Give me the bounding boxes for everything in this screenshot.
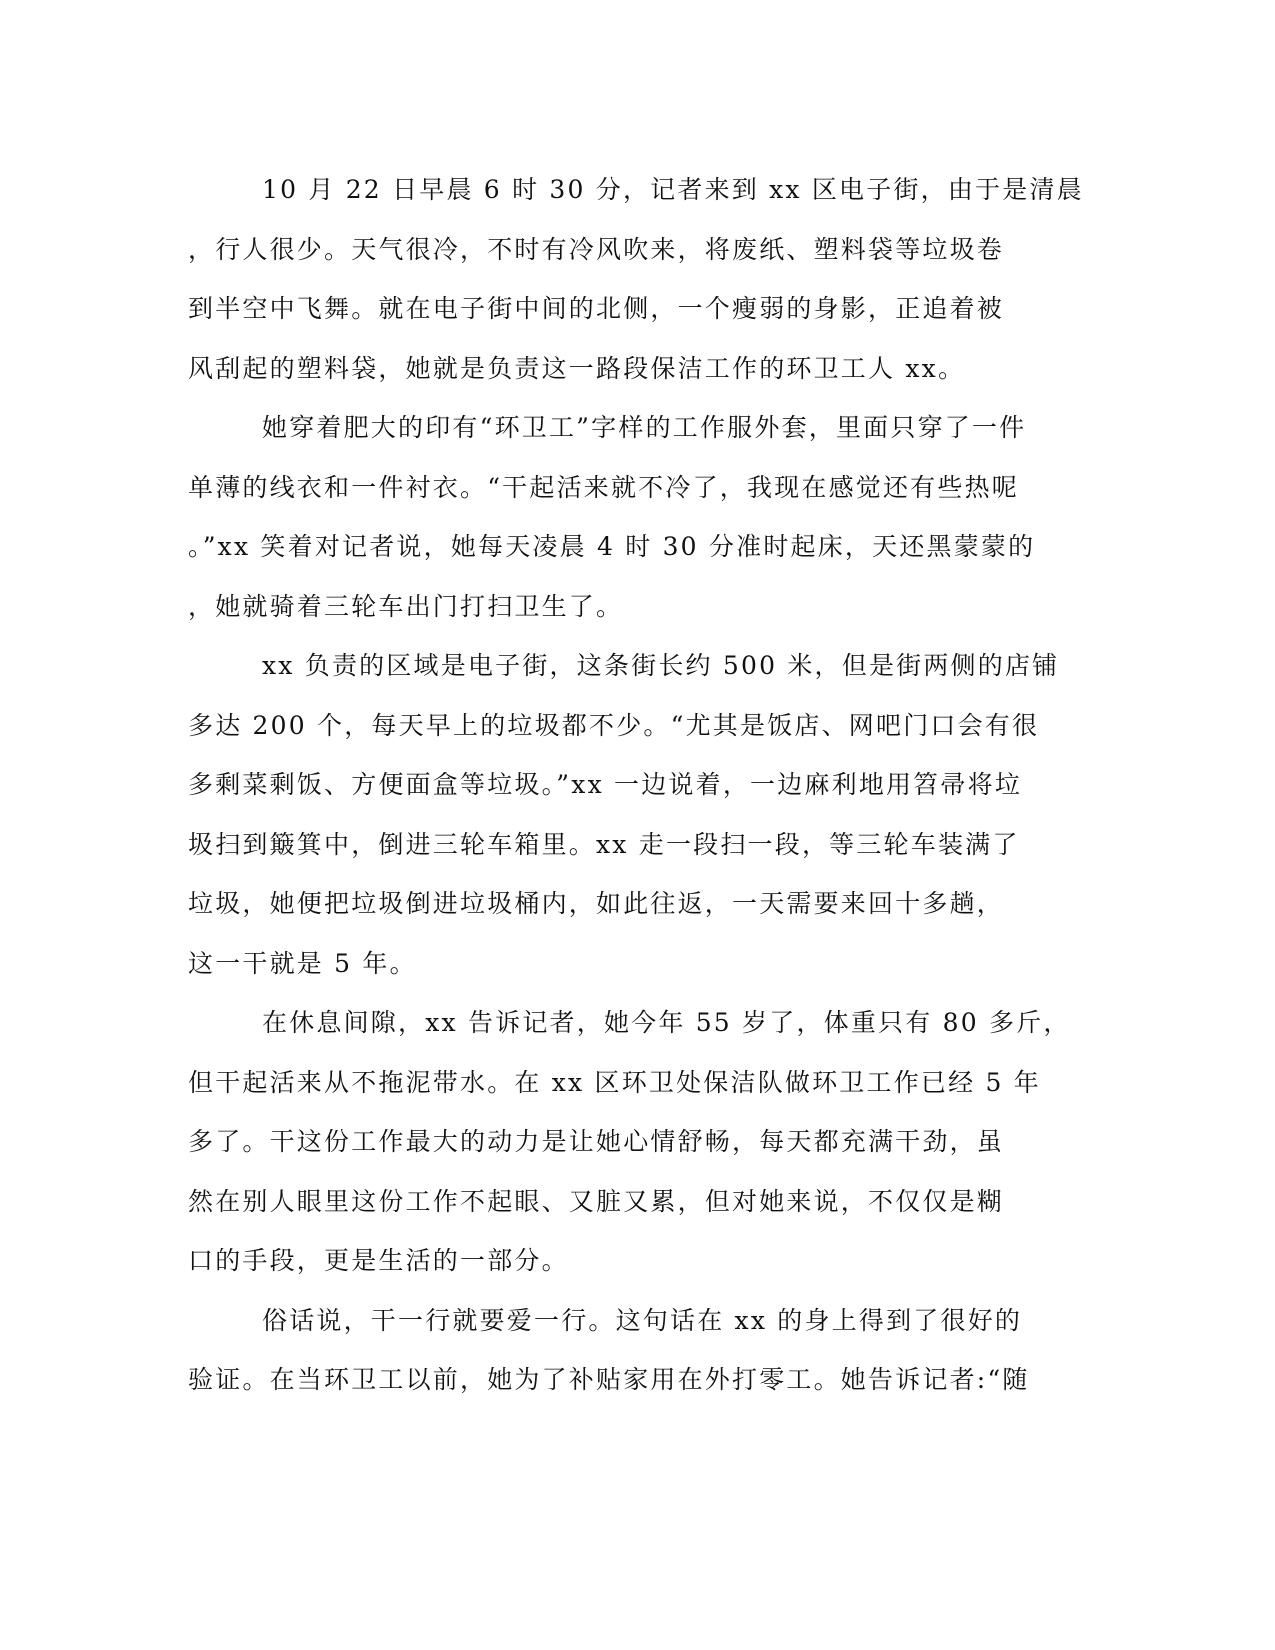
- article-body: [188, 160, 1088, 1410]
- text-line: 她穿着肥大的印有“环卫工”字样的工作服外套，里面只穿了一件: [262, 413, 1027, 442]
- text-line: ，她就骑着三轮车出门打扫卫生了。: [188, 591, 624, 621]
- text-line: 多剩菜剩饭、方便面盒等垃圾。”xx 一边说着，一边麻利地用笤帚将垃: [188, 770, 1023, 799]
- text-line: 这一干就是 5 年。: [188, 948, 417, 978]
- text-line: 到半空中飞舞。就在电子街中间的北侧，一个瘦弱的身影，正追着被: [188, 294, 1005, 323]
- text-line: 在休息间隙，xx 告诉记者，她今年 55 岁了，体重只有 80 多斤，: [262, 1008, 1071, 1037]
- text-line: 10 月 22 日早晨 6 时 30 分，记者来到 xx 区电子街，由于是清晨: [262, 175, 1084, 204]
- text-line: 但干起活来从不拖泥带水。在 xx 区环卫处保洁队做环卫工作已经 5 年: [188, 1067, 1041, 1097]
- text-line: 。”xx 笑着对记者说，她每天凌晨 4 时 30 分准时起床，天还黑蒙蒙的: [188, 532, 1036, 561]
- text-line: 圾扫到簸箕中，倒进三轮车箱里。xx 走一段扫一段，等三轮车装满了: [188, 829, 1020, 859]
- text-line: ，行人很少。天气很冷，不时有冷风吹来，将废纸、塑料袋等垃圾卷: [188, 234, 1005, 264]
- text-line: xx 负责的区域是电子街，这条街长约 500 米，但是街两侧的店铺: [262, 651, 1060, 680]
- text-line: 多达 200 个，每天早上的垃圾都不少。“尤其是饭店、网吧门口会有很: [188, 710, 1040, 740]
- text-line: 单薄的线衣和一件衬衣。“干起活来就不冷了，我现在感觉还有些热呢: [188, 472, 1019, 502]
- text-line: 验证。在当环卫工以前，她为了补贴家用在外打零工。她告诉记者:“随: [188, 1365, 1030, 1394]
- text-line: 风刮起的塑料袋，她就是负责这一路段保洁工作的环卫工人 xx。: [188, 353, 966, 383]
- text-line: 多了。干这份工作最大的动力是让她心情舒畅，每天都充满干劲，虽: [188, 1127, 1005, 1156]
- text-line: 垃圾，她便把垃圾倒进垃圾桶内，如此往返，一天需要来回十多趟，: [188, 889, 1005, 918]
- text-line: 俗话说，干一行就要爱一行。这句话在 xx 的身上得到了很好的: [262, 1305, 1023, 1335]
- text-line: 口的手段，更是生活的一部分。: [188, 1246, 569, 1275]
- text-line: 然在别人眼里这份工作不起眼、又脏又累，但对她来说，不仅仅是糊: [188, 1186, 1005, 1216]
